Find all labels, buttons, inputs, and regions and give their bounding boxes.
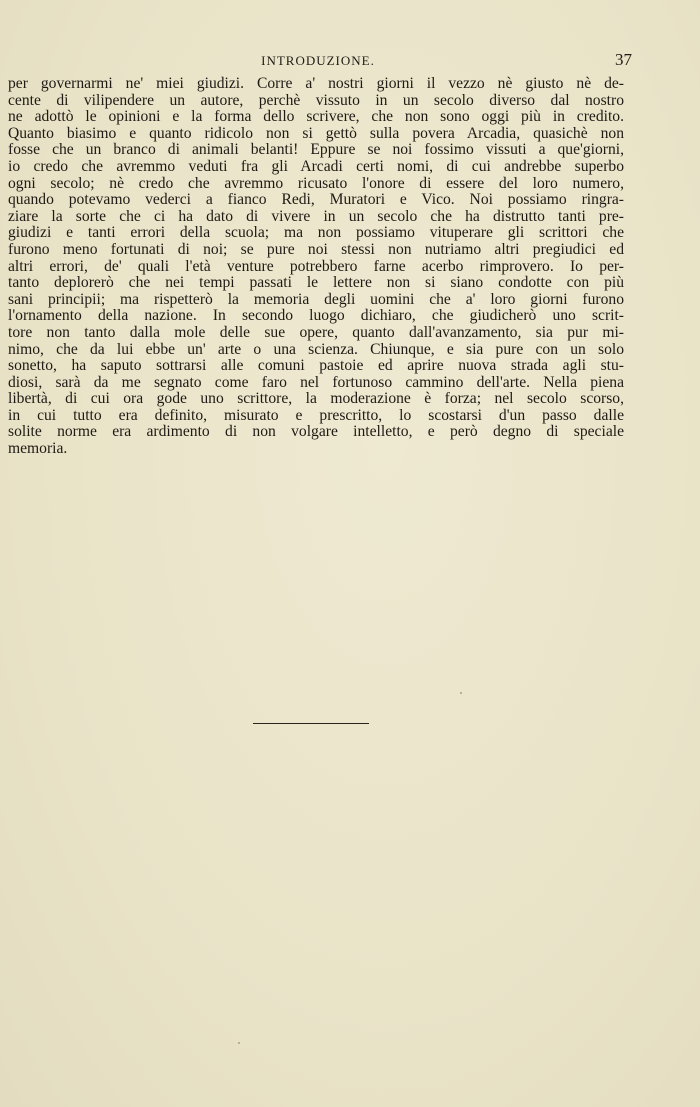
text-line: tore non tanto dalla mole delle sue opere, quanto dall'avanzamento, sia pur mi-	[8, 324, 624, 341]
text-line: diosi, sarà da me segnato come faro nel fortunoso cammino dell'arte. Nella piena	[8, 374, 624, 391]
text-line: nimo, che da lui ebbe un' arte o una scienza. Chiunque, e sia pure con un solo	[8, 341, 624, 358]
text-line: libertà, di cui ora gode uno scrittore, la moderazione è forza; nel secolo scorso,	[8, 391, 624, 408]
paper-speck	[460, 692, 462, 694]
text-line: per governarmi ne' miei giudizi. Corre a' nostri giorni il vezzo nè giusto nè de-	[8, 76, 624, 92]
text-line: ziare la sorte che ci ha dato di vivere in un secolo che ha distrutto tanti pre-	[8, 208, 624, 225]
text-line: sonetto, ha saputo sottrarsi alle comuni pastoie ed aprire nuova strada agli stu-	[8, 358, 624, 375]
text-line: tanto deplorerò che nei tempi passati le lettere non si siano condotte con più	[8, 275, 624, 292]
text-line: solite norme era ardimento di non volgare intelletto, e però degno di speciale	[8, 424, 624, 441]
text-line: cente di vilipendere un autore, perchè vissuto in un secolo diverso dal nostro	[8, 92, 624, 109]
section-end-rule	[253, 723, 369, 724]
text-line: io credo che avremmo veduti fra gli Arcadi certi nomi, di cui andrebbe superbo	[8, 158, 624, 175]
text-line: quando potevamo vederci a fianco Redi, Muratori e Vico. Noi possiamo ringra-	[8, 192, 624, 209]
text-line: l'ornamento della nazione. In secondo luogo dichiaro, che giudicherò uno scrit-	[8, 308, 624, 325]
text-line: ne adottò le opinioni e la forma dello scrivere, che non sono oggi più in credito.	[8, 109, 624, 126]
body-paragraph	[8, 76, 624, 458]
text-line: fosse che un branco di animali belanti! Eppure se noi fossimo vissuti a que'giorni,	[8, 142, 624, 159]
text-line: ogni secolo; nè credo che avremmo ricusato l'onore di essere del loro numero,	[8, 175, 624, 192]
running-head	[8, 50, 632, 74]
text-line: furono meno fortunati di noi; se pure noi stessi non nutriamo altri pregiudici ed	[8, 241, 624, 258]
text-line: in cui tutto era definito, misurato e prescritto, lo scostarsi d'un passo dalle	[8, 407, 624, 424]
text-line: giudizi e tanti errori della scuola; ma non possiamo vituperare gli scrittori che	[8, 225, 624, 242]
text-line: sani principii; ma rispetterò la memoria degli uomini che a' loro giorni furono	[8, 291, 624, 308]
text-line: Quanto biasimo e quanto ridicolo non si gettò sulla povera Arcadia, quasichè non	[8, 125, 624, 142]
text-line: altri errori, de' quali l'età venture potrebbero farne acerbo rimprovero. Io per-	[8, 258, 624, 275]
page-number: 37	[615, 50, 632, 69]
text-line: memoria.	[8, 441, 68, 458]
running-title: INTRODUZIONE.	[261, 53, 375, 68]
paper-speck	[238, 1042, 240, 1044]
